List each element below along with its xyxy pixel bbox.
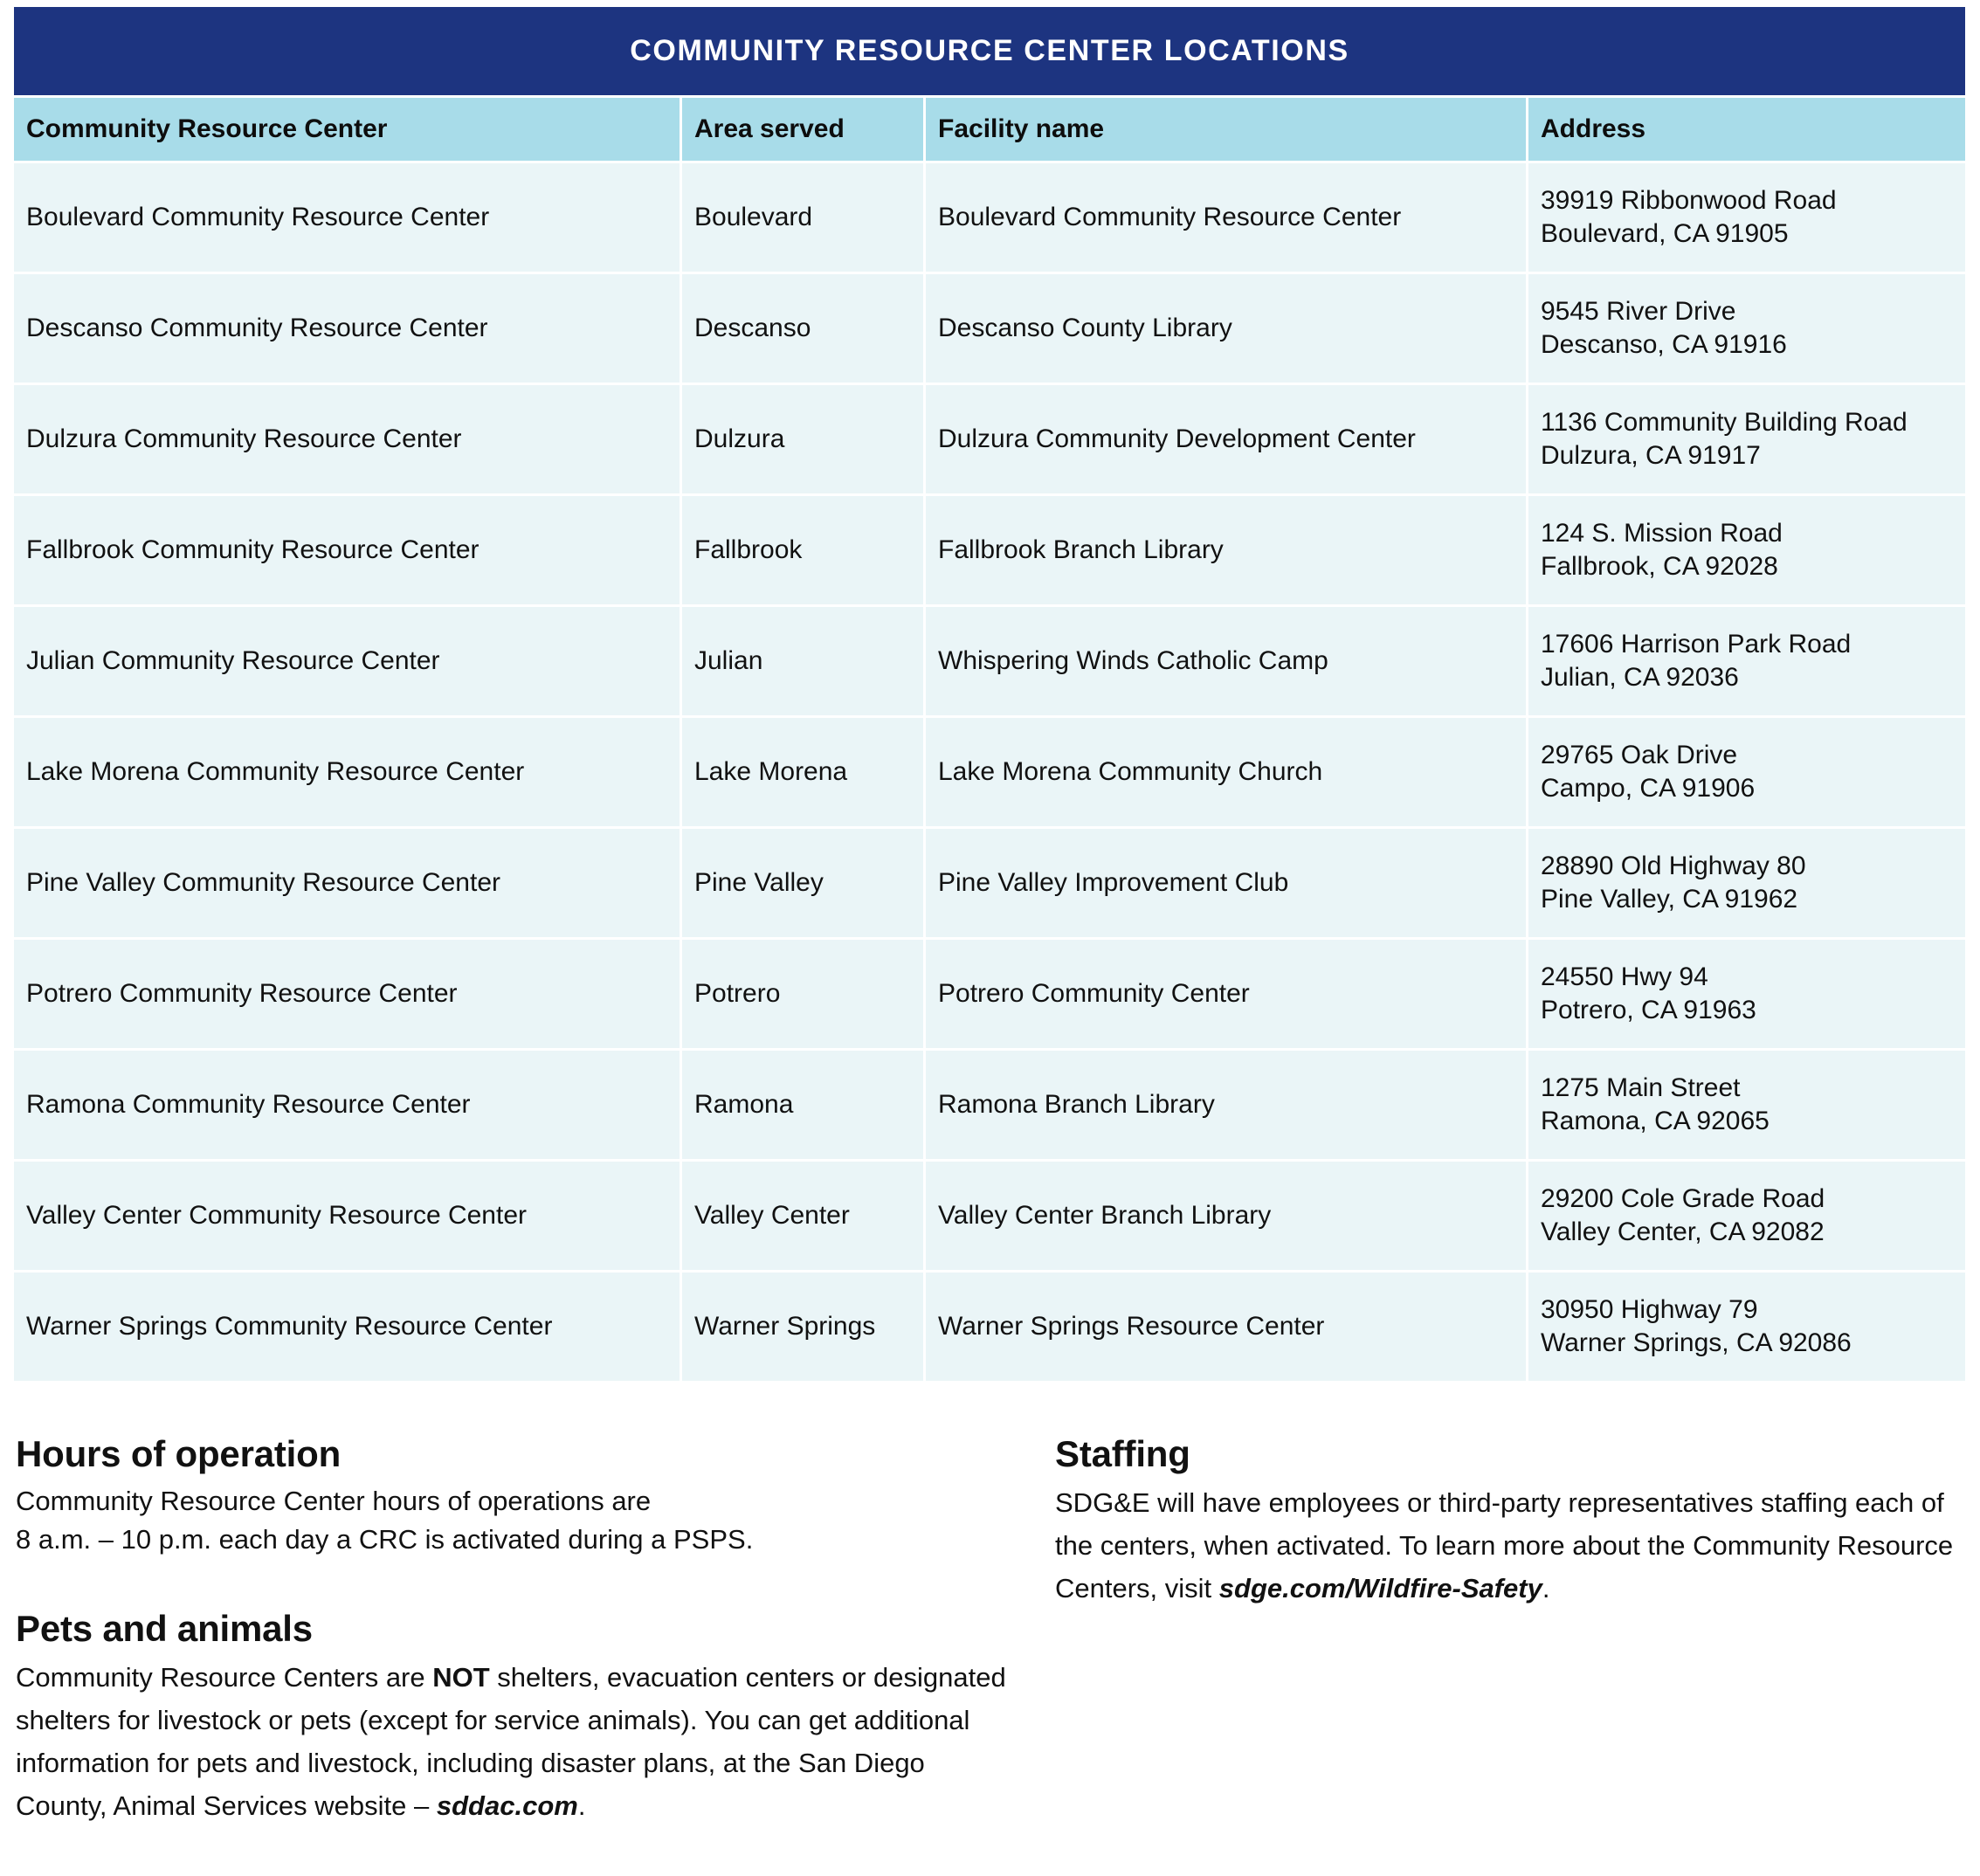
staffing-text-part-1: SDG&E will have employees or third-party representatives staffing each of the centers, when activated. To learn more about the Community Resource Centers, visit <box>1055 1487 1954 1604</box>
cell-facility-name: Descanso County Library <box>923 272 1526 383</box>
table-title: COMMUNITY RESOURCE CENTER LOCATIONS <box>14 7 1965 95</box>
cell-community-resource-center: Dulzura Community Resource Center <box>14 383 680 493</box>
address-street: 29200 Cole Grade Road <box>1541 1183 1825 1213</box>
cell-area-served: Fallbrook <box>680 493 923 604</box>
cell-area-served: Lake Morena <box>680 715 923 826</box>
table-title-row <box>14 7 1965 95</box>
cell-area-served: Valley Center <box>680 1159 923 1270</box>
column-header-area-served: Area served <box>680 95 923 161</box>
address-street: 39919 Ribbonwood Road <box>1541 185 1837 215</box>
cell-facility-name: Potrero Community Center <box>923 937 1526 1048</box>
cell-community-resource-center: Warner Springs Community Resource Center <box>14 1270 680 1381</box>
info-sections <box>14 1433 1965 1828</box>
cell-facility-name: Boulevard Community Resource Center <box>923 161 1526 272</box>
cell-area-served: Ramona <box>680 1048 923 1159</box>
cell-facility-name: Valley Center Branch Library <box>923 1159 1526 1270</box>
table-row <box>14 1270 1965 1381</box>
pets-text-part-3: . <box>577 1790 586 1821</box>
table-head <box>14 7 1965 161</box>
address-city-state-zip: Fallbrook, CA 92028 <box>1541 552 1778 581</box>
address-street: 124 S. Mission Road <box>1541 518 1783 548</box>
address-street: 24550 Hwy 94 <box>1541 962 1708 991</box>
cell-facility-name: Dulzura Community Development Center <box>923 383 1526 493</box>
sdge-wildfire-safety-link[interactable]: sdge.com/Wildfire-Safety <box>1218 1572 1542 1604</box>
cell-address <box>1526 1048 1965 1159</box>
address-street: 1136 Community Building Road <box>1541 407 1908 437</box>
cell-area-served: Dulzura <box>680 383 923 493</box>
cell-area-served: Potrero <box>680 937 923 1048</box>
right-info-column <box>1055 1433 1963 1828</box>
staffing-text-part-2: . <box>1542 1572 1550 1604</box>
column-header-address: Address <box>1526 95 1965 161</box>
cell-address <box>1526 715 1965 826</box>
cell-address <box>1526 937 1965 1048</box>
table-row <box>14 272 1965 383</box>
table-row <box>14 1048 1965 1159</box>
pets-text-part-2: shelters, evacuation centers or designated shelters for livestock or pets (except for service animals). You can get additional information for pets and livestock, including disaster plans, at the San Diego County, Animal Services website – <box>16 1662 1006 1821</box>
cell-facility-name: Whispering Winds Catholic Camp <box>923 604 1526 715</box>
address-city-state-zip: Warner Springs, CA 92086 <box>1541 1328 1852 1357</box>
left-info-column <box>16 1433 1055 1828</box>
cell-facility-name: Lake Morena Community Church <box>923 715 1526 826</box>
address-city-state-zip: Pine Valley, CA 91962 <box>1541 885 1798 914</box>
pets-text-part-1: Community Resource Centers are <box>16 1662 433 1693</box>
sddac-link[interactable]: sddac.com <box>436 1790 578 1821</box>
address-city-state-zip: Julian, CA 92036 <box>1541 663 1739 692</box>
cell-area-served: Boulevard <box>680 161 923 272</box>
cell-community-resource-center: Pine Valley Community Resource Center <box>14 826 680 937</box>
table-column-header-row <box>14 95 1965 161</box>
staffing-body <box>1055 1482 1963 1610</box>
table-row <box>14 715 1965 826</box>
cell-address <box>1526 826 1965 937</box>
cell-community-resource-center: Ramona Community Resource Center <box>14 1048 680 1159</box>
address-street: 17606 Harrison Park Road <box>1541 629 1852 659</box>
cell-community-resource-center: Fallbrook Community Resource Center <box>14 493 680 604</box>
cell-area-served: Descanso <box>680 272 923 383</box>
table-row <box>14 604 1965 715</box>
cell-area-served: Warner Springs <box>680 1270 923 1381</box>
cell-address <box>1526 1270 1965 1381</box>
cell-address <box>1526 493 1965 604</box>
cell-area-served: Pine Valley <box>680 826 923 937</box>
staffing-title: Staffing <box>1055 1433 1190 1474</box>
address-street: 30950 Highway 79 <box>1541 1294 1758 1324</box>
table-row <box>14 826 1965 937</box>
column-header-facility-name: Facility name <box>923 95 1526 161</box>
address-street: 29765 Oak Drive <box>1541 740 1738 769</box>
address-street: 9545 River Drive <box>1541 296 1736 326</box>
cell-community-resource-center: Boulevard Community Resource Center <box>14 161 680 272</box>
hours-of-operation-title: Hours of operation <box>16 1433 341 1474</box>
cell-facility-name: Pine Valley Improvement Club <box>923 826 1526 937</box>
table-body <box>14 161 1965 1381</box>
hours-line-1: Community Resource Center hours of operations are <box>16 1486 652 1516</box>
address-city-state-zip: Descanso, CA 91916 <box>1541 330 1787 359</box>
cell-address <box>1526 1159 1965 1270</box>
address-city-state-zip: Boulevard, CA 91905 <box>1541 219 1789 248</box>
address-city-state-zip: Valley Center, CA 92082 <box>1541 1217 1825 1246</box>
hours-line-2: 8 a.m. – 10 p.m. each day a CRC is activated during a PSPS. <box>16 1524 754 1555</box>
pets-and-animals-title: Pets and animals <box>16 1608 313 1650</box>
cell-facility-name: Fallbrook Branch Library <box>923 493 1526 604</box>
cell-community-resource-center: Julian Community Resource Center <box>14 604 680 715</box>
cell-address <box>1526 604 1965 715</box>
address-city-state-zip: Ramona, CA 92065 <box>1541 1107 1770 1135</box>
cell-community-resource-center: Valley Center Community Resource Center <box>14 1159 680 1270</box>
address-city-state-zip: Potrero, CA 91963 <box>1541 996 1756 1024</box>
pets-and-animals-body <box>16 1657 1020 1828</box>
cell-facility-name: Ramona Branch Library <box>923 1048 1526 1159</box>
cell-community-resource-center: Lake Morena Community Resource Center <box>14 715 680 826</box>
address-city-state-zip: Dulzura, CA 91917 <box>1541 441 1761 470</box>
table-row <box>14 383 1965 493</box>
pets-emphasis-not: NOT <box>432 1662 490 1693</box>
table-row <box>14 1159 1965 1270</box>
table-row <box>14 493 1965 604</box>
cell-facility-name: Warner Springs Resource Center <box>923 1270 1526 1381</box>
cell-area-served: Julian <box>680 604 923 715</box>
cell-address <box>1526 272 1965 383</box>
column-header-community-resource-center: Community Resource Center <box>14 95 680 161</box>
hours-of-operation-body <box>16 1482 1020 1559</box>
cell-community-resource-center: Descanso Community Resource Center <box>14 272 680 383</box>
table-row <box>14 161 1965 272</box>
crc-locations-table <box>14 7 1965 1381</box>
table-row <box>14 937 1965 1048</box>
address-street: 28890 Old Highway 80 <box>1541 851 1806 880</box>
address-city-state-zip: Campo, CA 91906 <box>1541 774 1756 803</box>
cell-address <box>1526 161 1965 272</box>
cell-address <box>1526 383 1965 493</box>
cell-community-resource-center: Potrero Community Resource Center <box>14 937 680 1048</box>
address-street: 1275 Main Street <box>1541 1072 1741 1102</box>
